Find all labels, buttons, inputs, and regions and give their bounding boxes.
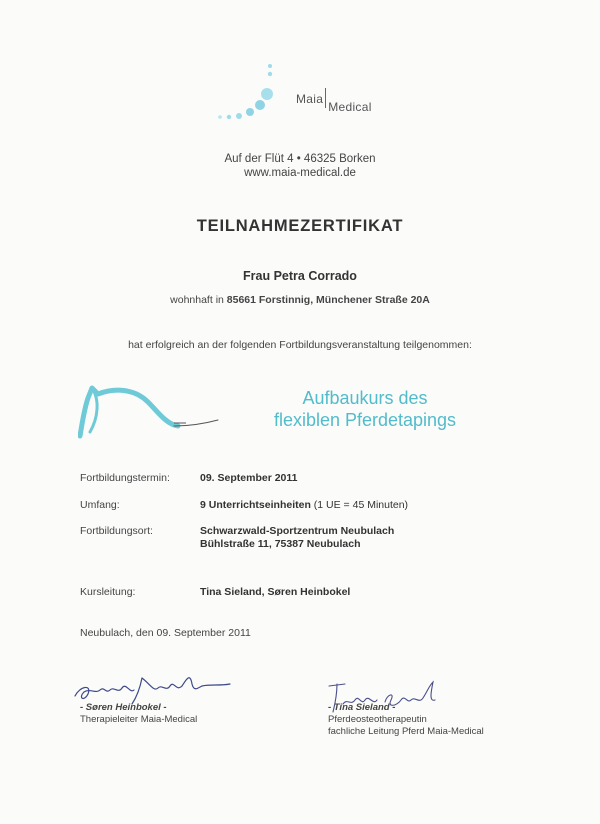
- course-name-line2: flexiblen Pferdetapings: [273, 410, 457, 430]
- participant-residence: [0, 294, 600, 306]
- course-name-line1: Aufbaukurs des: [302, 388, 428, 408]
- residence-prefix: wohnhaft in: [170, 294, 227, 306]
- lead-label: Kursleitung:: [80, 586, 136, 598]
- address-website: www.maia-medical.de: [244, 167, 356, 179]
- scope-units: 9 Unterrichtseinheiten: [200, 499, 311, 511]
- lead-value: Tina Sieland, Søren Heinbokel: [200, 586, 351, 598]
- signer2-name: - Tina Sieland -: [328, 702, 396, 713]
- logo-brand-maia: Maia: [296, 92, 324, 106]
- venue-line2: Bühlstraße 11, 75387 Neubulach: [200, 538, 361, 550]
- signer-heinbokel: [80, 702, 197, 726]
- company-address: [0, 152, 600, 180]
- signer1-role: Therapieleiter Maia-Medical: [80, 714, 198, 725]
- logo-wordmark: [296, 88, 372, 114]
- signer1-name: - Søren Heinbokel -: [80, 702, 167, 713]
- horse-icon: [78, 380, 228, 440]
- date-label: Fortbildungstermin:: [80, 472, 170, 484]
- scope-label: Umfang:: [80, 499, 120, 511]
- scope-value: [200, 499, 408, 512]
- course-name: [250, 387, 480, 431]
- venue-line1: Schwarzwald-Sportzentrum Neubulach: [200, 525, 395, 537]
- signer2-role2: fachliche Leitung Pferd Maia-Medical: [328, 726, 484, 737]
- logo-brand-medical: Medical: [328, 100, 372, 114]
- date-value: 09. September 2011: [200, 472, 298, 484]
- signer2-role1: Pferdeosteotherapeutin: [328, 714, 427, 725]
- scope-note: (1 UE = 45 Minuten): [310, 499, 409, 511]
- residence-address: 85661 Forstinnig, Münchener Straße 20A: [226, 294, 430, 306]
- participation-statement: hat erfolgreich an der folgenden Fortbildungsveranstaltung teilgenommen:: [128, 339, 472, 351]
- address-street-line: Auf der Flüt 4 • 46325 Borken: [224, 153, 376, 165]
- place-and-date: Neubulach, den 09. September 2011: [80, 627, 251, 639]
- participant-name: Frau Petra Corrado: [243, 269, 357, 283]
- certificate-title: TEILNAHMEZERTIFIKAT: [196, 217, 404, 235]
- venue-value: [200, 525, 394, 551]
- venue-label: Fortbildungsort:: [80, 525, 153, 537]
- signer-sieland: [328, 702, 484, 738]
